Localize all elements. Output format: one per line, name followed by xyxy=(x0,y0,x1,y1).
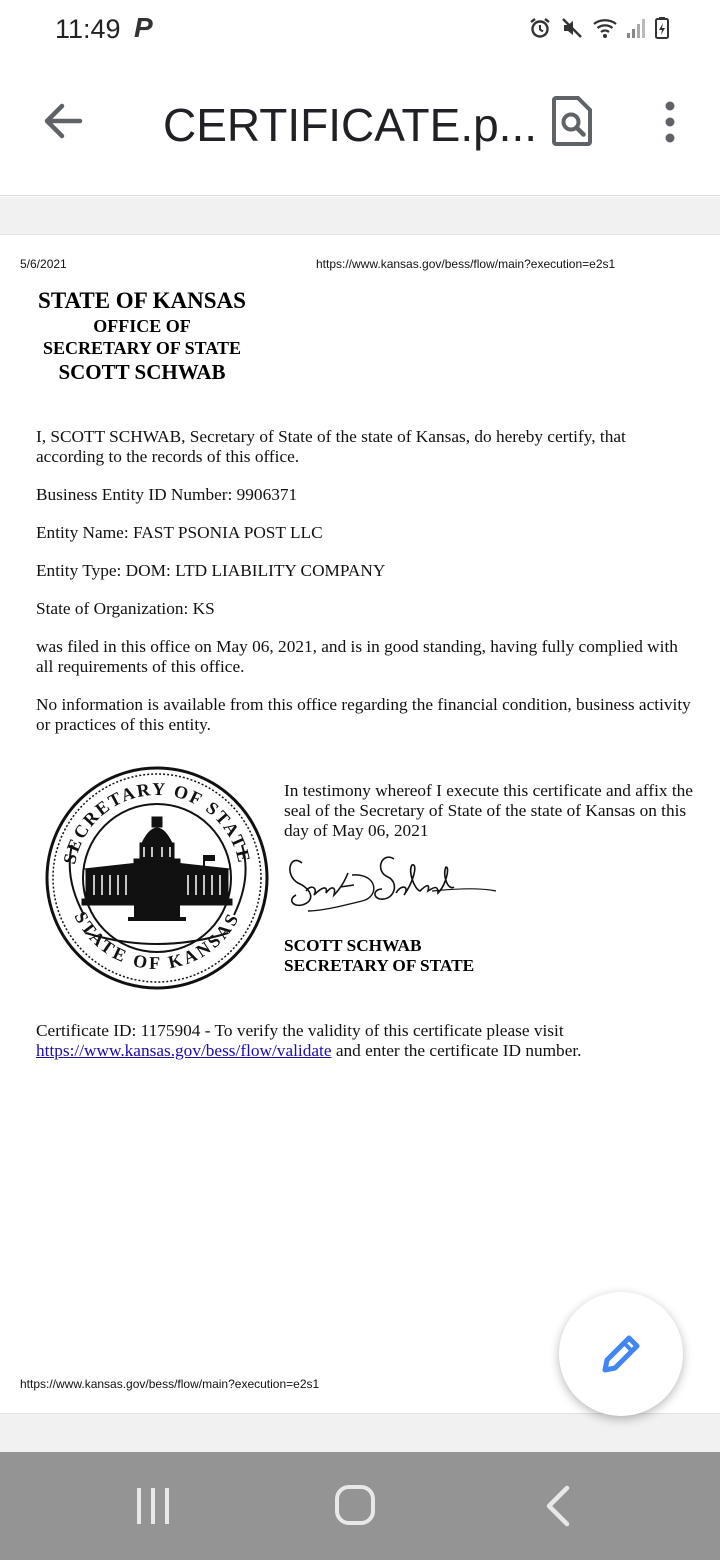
home-icon[interactable] xyxy=(334,1484,376,1526)
edit-fab-button[interactable] xyxy=(559,1292,683,1416)
certificate-heading xyxy=(24,287,260,385)
state-of-organization: State of Organization: KS xyxy=(36,599,215,618)
alarm-icon xyxy=(528,16,552,40)
entity-type: Entity Type: DOM: LTD LIABILITY COMPANY xyxy=(36,561,386,580)
certification-statement: I, SCOTT SCHWAB, Secretary of State of the state of Kansas, do hereby certify, that according to the records of this office. xyxy=(36,427,626,466)
document-page[interactable] xyxy=(0,234,720,1414)
heading-state: STATE OF KANSAS xyxy=(38,288,246,313)
status-time: 11:49 xyxy=(55,14,121,44)
more-vert-icon xyxy=(652,98,688,146)
seal-bottom-text: STATE OF KANSAS xyxy=(70,908,244,974)
find-in-document-button[interactable] xyxy=(548,94,596,148)
recent-apps-icon[interactable] xyxy=(130,1486,176,1526)
heading-office: OFFICE OF xyxy=(93,316,191,336)
app-bar xyxy=(0,60,720,196)
system-navigation-bar xyxy=(0,1452,720,1560)
page-footer-url: https://www.kansas.gov/bess/flow/main?execution=e2s1 xyxy=(20,1377,320,1391)
certificate-id-text: Certificate ID: 1175904 - To verify the validity of this certificate please visit xyxy=(36,1021,564,1040)
wifi-icon xyxy=(592,16,618,40)
testimony-statement: In testimony whereof I execute this certificate and affix the seal of the Secretary of State of the state of Kansas on this day of May 06, 2021 xyxy=(284,781,693,840)
back-button[interactable] xyxy=(38,96,88,146)
filing-status: was filed in this office on May 06, 2021, and is in good standing, having fully complied with all requirements of this office. xyxy=(36,637,678,676)
heading-name: SCOTT SCHWAB xyxy=(58,360,226,384)
notification-icon: P xyxy=(134,12,153,43)
signer-block xyxy=(284,936,474,976)
find-in-page-icon xyxy=(548,94,596,148)
entity-name: Entity Name: FAST PSONIA POST LLC xyxy=(36,523,323,542)
seal-top-text: SECRETARY OF STATE xyxy=(59,778,255,866)
mute-icon xyxy=(560,16,584,40)
document-title: CERTIFICATE.p... xyxy=(163,99,538,151)
disclaimer: No information is available from this office regarding the financial condition, business activity or practices of this entity. xyxy=(36,695,691,734)
page-header-url: https://www.kansas.gov/bess/flow/main?execution=e2s1 xyxy=(316,257,616,271)
signal-icon xyxy=(626,16,646,40)
signature-image xyxy=(282,845,502,917)
pencil-icon xyxy=(599,1332,643,1376)
certificate-id-suffix: and enter the certificate ID number. xyxy=(331,1041,582,1060)
more-options-button[interactable] xyxy=(652,98,688,146)
state-seal xyxy=(44,765,270,991)
entity-id: Business Entity ID Number: 9906371 xyxy=(36,485,298,504)
certificate-body xyxy=(36,427,696,753)
signer-name: SCOTT SCHWAB xyxy=(284,936,422,955)
battery-icon xyxy=(654,16,670,40)
certificate-id-block xyxy=(36,1021,696,1061)
status-icons xyxy=(528,16,670,40)
verify-link[interactable]: https://www.kansas.gov/bess/flow/validate xyxy=(36,1041,332,1060)
signer-title: SECRETARY OF STATE xyxy=(284,956,475,975)
status-bar xyxy=(0,0,720,60)
page-header-date: 5/6/2021 xyxy=(20,257,67,271)
heading-secretary: SECRETARY OF STATE xyxy=(42,338,242,358)
arrow-back-icon xyxy=(38,96,88,146)
nav-back-icon[interactable] xyxy=(540,1484,574,1528)
